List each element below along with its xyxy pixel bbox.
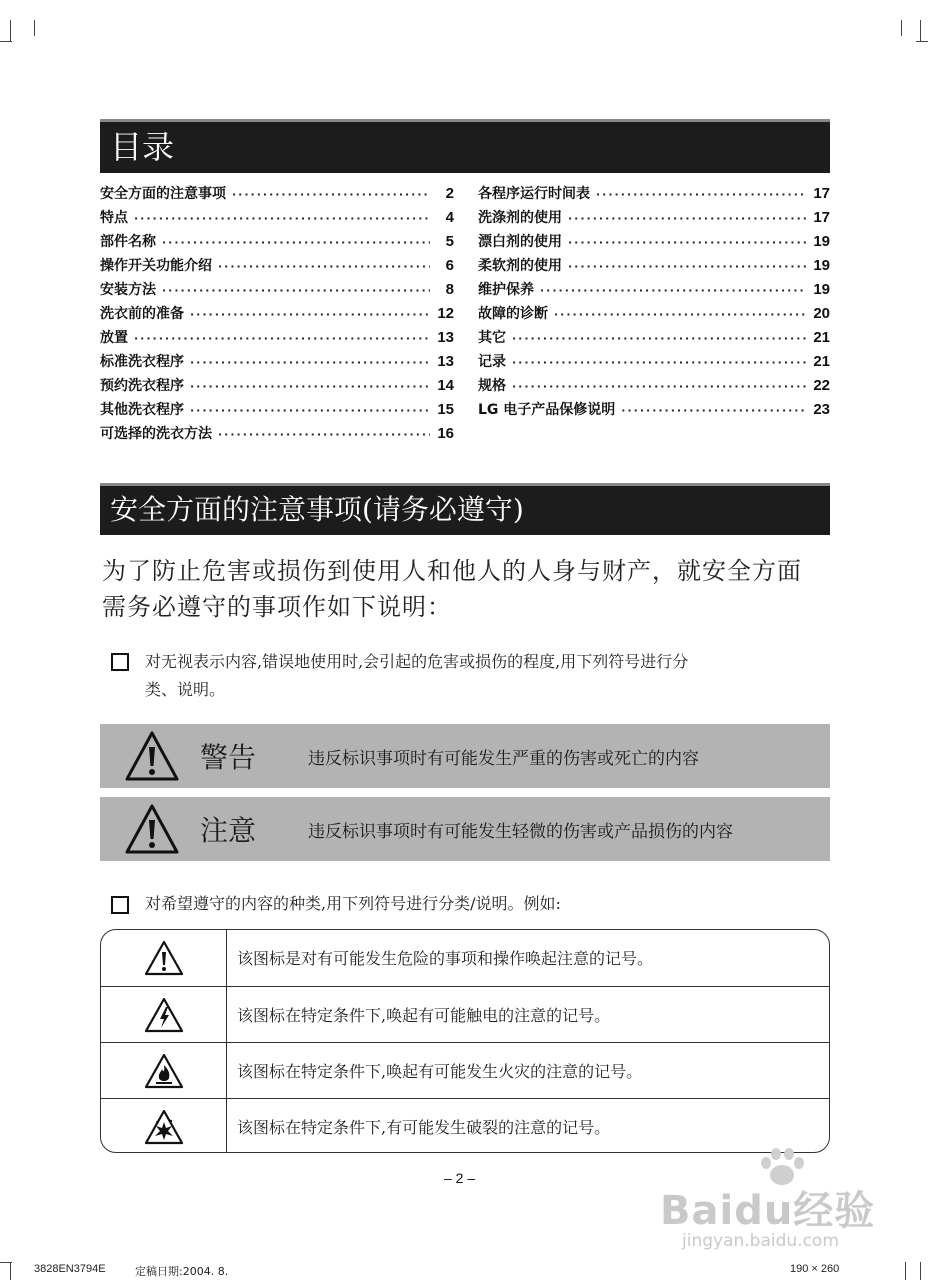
toc-entry-title: 规格 xyxy=(478,378,506,394)
toc-heading: 目录 xyxy=(110,128,175,166)
footer-doc-code: 3828EN3794E xyxy=(34,1263,106,1275)
symbol-icon-cell xyxy=(101,1043,227,1098)
toc-entry[interactable] xyxy=(100,375,454,399)
safety-intro-line2: 需务必遵守的事项作如下说明： xyxy=(102,593,452,621)
toc-entry-page: 21 xyxy=(813,353,830,370)
toc-entry[interactable] xyxy=(100,231,454,255)
toc-entry-title: 安装方法 xyxy=(100,282,156,298)
toc-leader-dots xyxy=(190,380,430,393)
symbol-row xyxy=(101,930,829,986)
toc-entry-title: 故障的诊断 xyxy=(478,306,548,322)
explosion-icon xyxy=(144,1109,184,1145)
note-categories: 对希望遵守的内容的种类,用下列符号进行分类/说明。例如: xyxy=(145,894,561,913)
toc-leader-dots xyxy=(512,380,806,393)
toc-entry-page: 6 xyxy=(445,257,454,274)
toc-heading-bar xyxy=(100,119,830,173)
toc-entry-page: 8 xyxy=(445,281,454,298)
toc-entry-page: 14 xyxy=(437,377,454,394)
symbol-description: 该图标在特定条件下,唤起有可能触电的注意的记号。 xyxy=(237,1006,611,1025)
caution-box xyxy=(100,797,830,861)
toc-entry-title: 其他洗衣程序 xyxy=(100,402,184,418)
toc-entry-page: 19 xyxy=(813,257,830,274)
toc-left-column xyxy=(100,183,454,447)
electric-shock-icon xyxy=(144,997,184,1033)
toc-entry-page: 13 xyxy=(437,353,454,370)
toc-entry-title: 标准洗衣程序 xyxy=(100,354,184,370)
toc-entry[interactable] xyxy=(478,207,830,231)
note-severity-line2: 类、说明。 xyxy=(145,680,226,699)
toc-entry[interactable] xyxy=(478,399,830,423)
toc-leader-dots xyxy=(162,236,430,249)
toc-leader-dots xyxy=(540,284,806,297)
note-severity xyxy=(145,648,835,704)
safety-heading: 安全方面的注意事项(请务必遵守) xyxy=(110,493,524,526)
footer-date: 定稿日期:2004. 8. xyxy=(135,1265,229,1278)
toc-entry[interactable] xyxy=(100,399,454,423)
crop-mark xyxy=(10,1262,11,1280)
toc-leader-dots xyxy=(596,188,806,201)
symbol-icon-cell xyxy=(101,1099,227,1153)
crop-mark xyxy=(10,20,11,42)
toc-leader-dots xyxy=(512,356,806,369)
fire-hazard-icon xyxy=(144,1053,184,1089)
toc-entry-title: 漂白剂的使用 xyxy=(478,234,562,250)
toc-entry-title: 特点 xyxy=(100,210,128,226)
toc-entry-title: 洗衣前的准备 xyxy=(100,306,184,322)
toc-leader-dots xyxy=(218,428,430,441)
symbol-icon-cell xyxy=(101,987,227,1042)
toc-entry-page: 19 xyxy=(813,233,830,250)
watermark-brand: Baidu经验 xyxy=(660,1188,876,1234)
watermark-url: jingyan.baidu.com xyxy=(682,1231,839,1251)
toc-entry[interactable] xyxy=(478,327,830,351)
toc-entry[interactable] xyxy=(478,255,830,279)
symbol-description: 该图标是对有可能发生危险的事项和操作唤起注意的记号。 xyxy=(237,949,654,968)
toc-entry-title: 操作开关功能介绍 xyxy=(100,258,212,274)
toc-entry-page: 5 xyxy=(445,233,454,250)
toc-entry[interactable] xyxy=(478,351,830,375)
toc-leader-dots xyxy=(190,356,430,369)
toc-leader-dots xyxy=(162,284,430,297)
toc-leader-dots xyxy=(568,212,806,225)
crop-mark xyxy=(905,1262,906,1280)
toc-entry-title: 放置 xyxy=(100,330,128,346)
toc-entry-page: 22 xyxy=(813,377,830,394)
toc-entry[interactable] xyxy=(100,303,454,327)
crop-mark xyxy=(34,20,35,36)
toc-entry[interactable] xyxy=(478,183,830,207)
toc-leader-dots xyxy=(190,404,430,417)
toc-entry-title: 柔软剂的使用 xyxy=(478,258,562,274)
toc-leader-dots xyxy=(512,332,806,345)
caution-triangle-icon xyxy=(144,940,184,976)
toc-entry-page: 21 xyxy=(813,329,830,346)
page-number: – 2 – xyxy=(444,1170,476,1186)
caution-triangle-icon xyxy=(124,803,180,855)
warning-word: 警告 xyxy=(200,741,257,774)
toc-entry[interactable] xyxy=(100,183,454,207)
toc-entry[interactable] xyxy=(100,423,454,447)
crop-mark xyxy=(920,1262,921,1280)
symbol-row xyxy=(101,986,829,1042)
safety-intro xyxy=(102,553,832,625)
toc-entry-title: 部件名称 xyxy=(100,234,156,250)
checkbox-square-icon xyxy=(111,653,129,671)
toc-leader-dots xyxy=(568,260,806,273)
toc-right-column xyxy=(478,183,830,423)
toc-entry-title: 记录 xyxy=(478,354,506,370)
warning-description: 违反标识事项时有可能发生严重的伤害或死亡的内容 xyxy=(308,749,699,769)
crop-mark xyxy=(916,41,928,42)
toc-entry-title: 预约洗衣程序 xyxy=(100,378,184,394)
toc-leader-dots xyxy=(232,188,430,201)
toc-entry[interactable] xyxy=(478,279,830,303)
toc-entry-page: 16 xyxy=(437,425,454,442)
safety-intro-line1: 为了防止危害或损伤到使用人和他人的人身与财产，就安全方面 xyxy=(102,557,802,585)
toc-entry-page: 20 xyxy=(813,305,830,322)
toc-entry[interactable] xyxy=(100,255,454,279)
toc-entry-page: 15 xyxy=(437,401,454,418)
warning-box xyxy=(100,724,830,788)
toc-entry-title: 其它 xyxy=(478,330,506,346)
toc-leader-dots xyxy=(621,404,806,417)
toc-entry-page: 2 xyxy=(445,185,454,202)
toc-leader-dots xyxy=(554,308,806,321)
symbol-description: 该图标在特定条件下,唤起有可能发生火灾的注意的记号。 xyxy=(237,1062,643,1081)
caution-word: 注意 xyxy=(200,814,257,847)
toc-entry-title: LG 电子产品保修说明 xyxy=(478,402,616,418)
note-severity-line1: 对无视表示内容,错误地使用时,会引起的危害或损伤的程度,用下列符号进行分 xyxy=(145,652,689,671)
checkbox-square-icon xyxy=(111,896,129,914)
caution-description: 违反标识事项时有可能发生轻微的伤害或产品损伤的内容 xyxy=(308,822,733,842)
toc-entry[interactable] xyxy=(100,279,454,303)
safety-heading-bar xyxy=(100,483,830,535)
toc-entry[interactable] xyxy=(100,207,454,231)
toc-entry[interactable] xyxy=(478,303,830,327)
warning-triangle-icon xyxy=(124,730,180,782)
toc-entry[interactable] xyxy=(100,327,454,351)
toc-entry[interactable] xyxy=(100,351,454,375)
toc-entry-page: 23 xyxy=(813,401,830,418)
toc-leader-dots xyxy=(134,332,430,345)
toc-leader-dots xyxy=(218,260,430,273)
symbol-icon-cell xyxy=(101,930,227,986)
toc-leader-dots xyxy=(134,212,430,225)
toc-entry-page: 17 xyxy=(813,185,830,202)
toc-entry-title: 安全方面的注意事项 xyxy=(100,186,226,202)
toc-entry-title: 洗涤剂的使用 xyxy=(478,210,562,226)
crop-mark xyxy=(0,41,12,42)
toc-entry-page: 17 xyxy=(813,209,830,226)
baidu-watermark xyxy=(660,1145,900,1265)
toc-entry-title: 各程序运行时间表 xyxy=(478,186,590,202)
toc-entry-page: 4 xyxy=(445,209,454,226)
toc-entry-title: 可选择的洗衣方法 xyxy=(100,426,212,442)
symbol-description: 该图标在特定条件下,有可能发生破裂的注意的记号。 xyxy=(237,1118,611,1137)
toc-leader-dots xyxy=(568,236,806,249)
toc-entry-page: 19 xyxy=(813,281,830,298)
toc-entry[interactable] xyxy=(478,231,830,255)
toc-entry[interactable] xyxy=(478,375,830,399)
toc-entry-page: 13 xyxy=(437,329,454,346)
crop-mark xyxy=(920,20,921,42)
crop-mark xyxy=(901,20,902,36)
crop-mark xyxy=(0,1262,12,1263)
symbol-row xyxy=(101,1042,829,1098)
symbol-table xyxy=(100,929,830,1153)
toc-leader-dots xyxy=(190,308,430,321)
toc-entry-page: 12 xyxy=(437,305,454,322)
toc-entry-title: 维护保养 xyxy=(478,282,534,298)
footer-page-size: 190 × 260 xyxy=(790,1263,840,1275)
